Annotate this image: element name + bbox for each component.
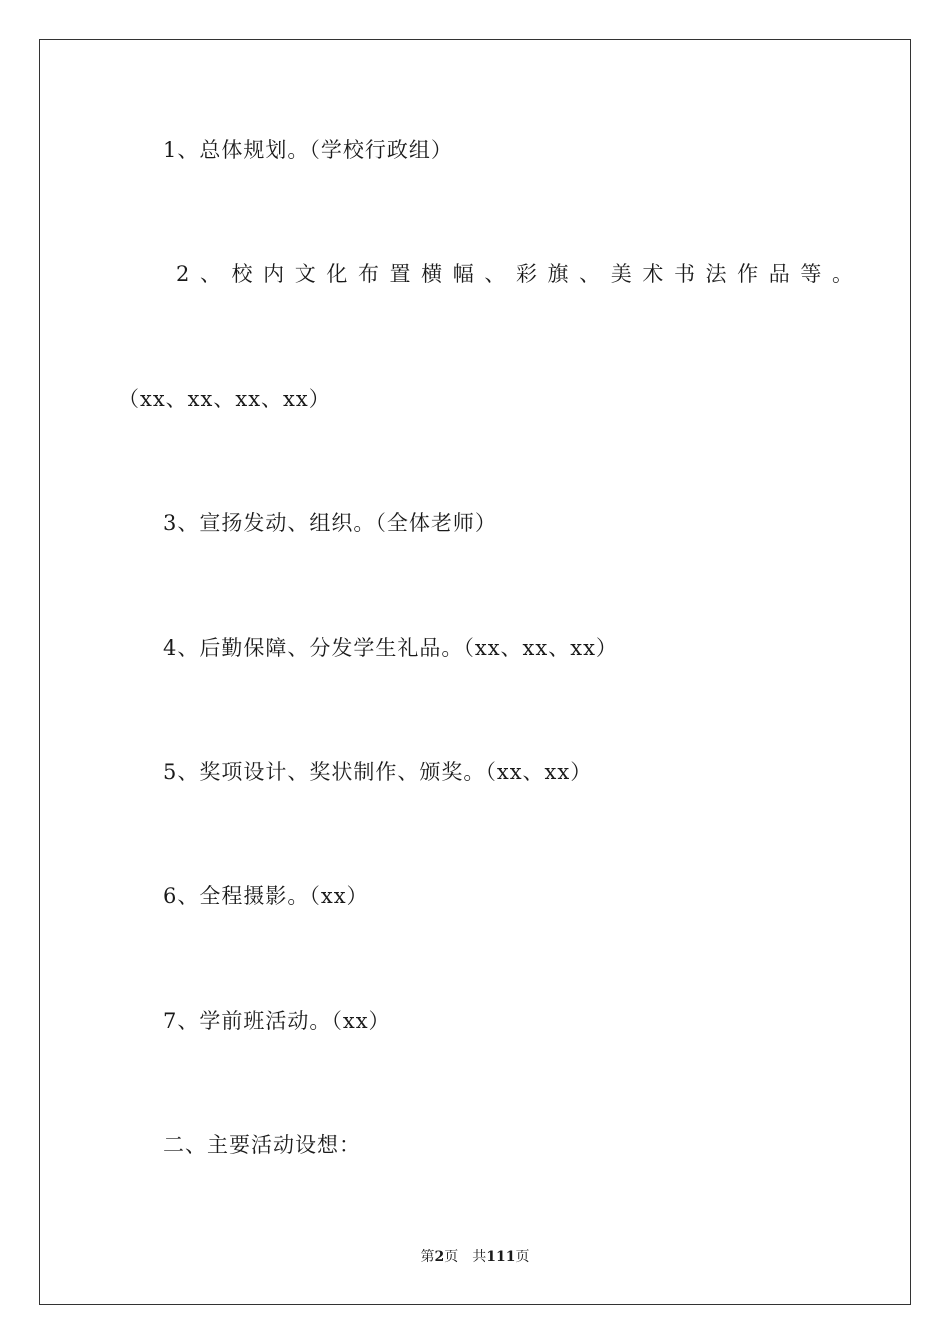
list-item: 2、校内文化布置横幅、彩旗、美术书法作品等。	[176, 262, 864, 286]
list-item: 6、全程摄影。（xx）	[163, 884, 369, 908]
list-item: 7、学前班活动。（xx）	[163, 1009, 391, 1033]
list-item: 5、奖项设计、奖状制作、颁奖。（xx、xx）	[163, 760, 593, 784]
page-prefix: 第	[420, 1249, 435, 1265]
section-heading: 二、主要活动设想：	[163, 1133, 361, 1157]
page-number: 2	[434, 1249, 445, 1265]
list-item: 1、总体规划。（学校行政组）	[163, 138, 453, 162]
list-item: 3、宣扬发动、组织。（全体老师）	[163, 511, 497, 535]
page-footer	[0, 1248, 950, 1266]
total-suffix: 页	[515, 1249, 530, 1265]
list-item: 4、后勤保障、分发学生礼品。（xx、xx、xx）	[163, 636, 618, 660]
page-suffix: 页	[444, 1249, 459, 1265]
total-prefix: 共	[472, 1249, 487, 1265]
page-frame	[39, 39, 911, 1305]
list-item-continuation: （xx、xx、xx、xx）	[118, 387, 331, 411]
total-pages: 111	[486, 1249, 516, 1265]
